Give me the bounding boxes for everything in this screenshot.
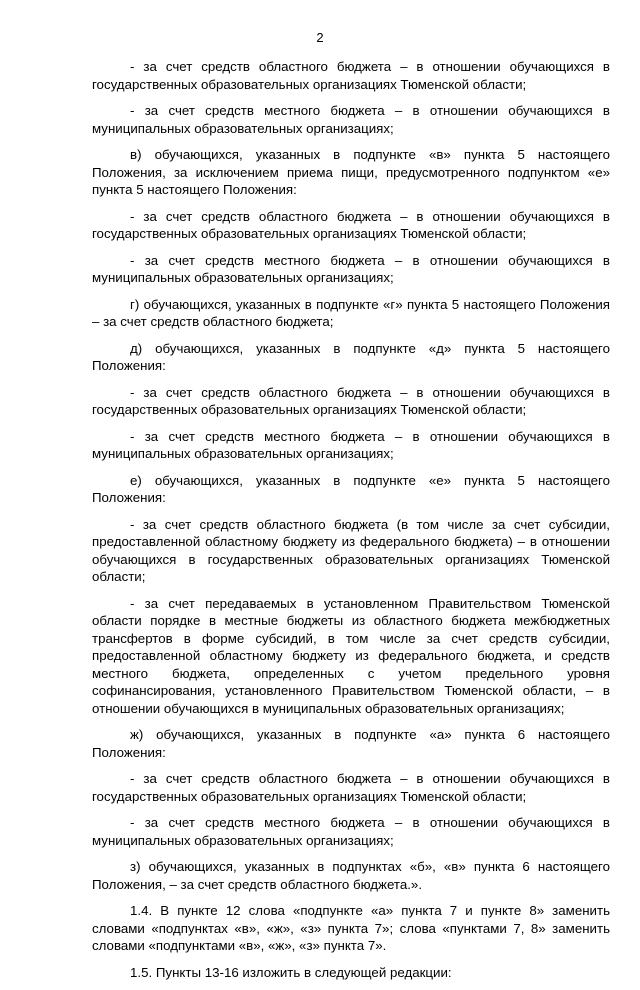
document-body (92, 58, 610, 990)
paragraph-11: - за счет средств областного бюджета (в том числе за счет субсидии, предоставленной областному бюджету из федерального бюджета) – в отношении обучающихся в государственных образовательных организациях Тюменской области; (92, 516, 610, 584)
paragraph-18: 1.5. Пункты 13-16 изложить в следующей редакции: (130, 964, 452, 980)
page-number: 2 (316, 30, 324, 45)
paragraph-7: д) обучающихся, указанных в подпункте «д» пункта 5 настоящего Положения: (92, 340, 610, 373)
paragraph-14: - за счет средств областного бюджета – в отношении обучающихся в государственных образовательных организациях Тюменской области; (92, 771, 610, 804)
paragraph-6: г) обучающихся, указанных в подпункте «г» пункта 5 настоящего Положения – за счет средств областного бюджета; (92, 296, 610, 329)
paragraph-1: - за счет средств областного бюджета – в отношении обучающихся в государственных образовательных организациях Тюменской области; (92, 59, 610, 92)
paragraph-2: - за счет средств местного бюджета – в отношении обучающихся в муниципальных образовательных организациях; (92, 103, 610, 136)
paragraph-15: - за счет средств местного бюджета – в отношении обучающихся в муниципальных образовательных организациях; (92, 815, 610, 848)
paragraph-4: - за счет средств областного бюджета – в отношении обучающихся в государственных образовательных организациях Тюменской области; (92, 208, 610, 241)
paragraph-12: - за счет передаваемых в установленном Правительством Тюменской области порядке в местные бюджеты из областного бюджета межбюджетных трансфертов в форме субсидий, в том числе за счет средств субсидии, предоставленной областному бюджету из федерального бюджета, и средств местного бюджета, определенных с учетом предельного уровня софинансирования, установленного Правительством Тюменской области, – в отношении обучающихся в муниципальных образовательных организациях; (92, 595, 610, 716)
paragraph-8: - за счет средств областного бюджета – в отношении обучающихся в государственных образовательных организациях Тюменской области; (92, 384, 610, 417)
paragraph-5: - за счет средств местного бюджета – в отношении обучающихся в муниципальных образовательных организациях; (92, 252, 610, 285)
paragraph-17: 1.4. В пункте 12 слова «подпункте «а» пункта 7 и пункте 8» заменить словами «подпунктах «в», «ж», «з» пункта 7»; слова «пунктами 7, 8» заменить словами «подпунктами «в», «ж», «з» пункта 7». (92, 903, 610, 953)
paragraph-16: з) обучающихся, указанных в подпунктах «б», «в» пункта 6 настоящего Положения, – за счет средств областного бюджета.». (92, 859, 610, 892)
paragraph-3: в) обучающихся, указанных в подпункте «в» пункта 5 настоящего Положения, за исключением приема пищи, предусмотренного подпунктом «е» пункта 5 настоящего Положения: (92, 147, 610, 197)
paragraph-13: ж) обучающихся, указанных в подпункте «а» пункта 6 настоящего Положения: (92, 727, 610, 760)
paragraph-9: - за счет средств местного бюджета – в отношении обучающихся в муниципальных образовательных организациях; (92, 428, 610, 461)
paragraph-10: е) обучающихся, указанных в подпункте «е» пункта 5 настоящего Положения: (92, 472, 610, 505)
